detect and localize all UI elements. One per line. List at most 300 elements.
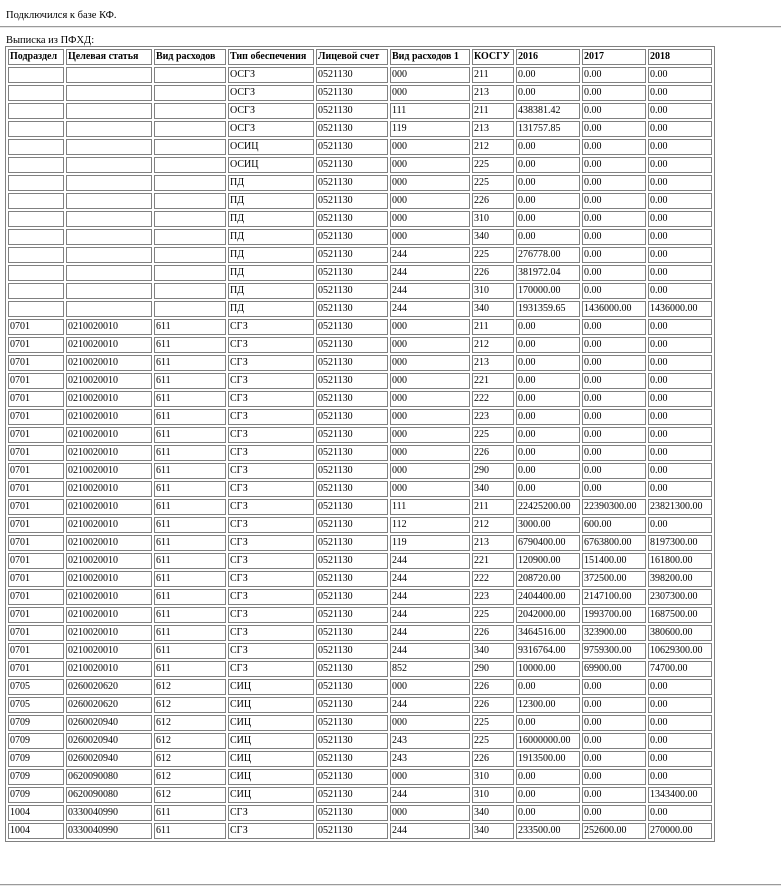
- table-cell: 310: [472, 787, 514, 803]
- table-cell: 372500.00: [582, 571, 646, 587]
- table-caption: Выписка из ПФХД:: [6, 35, 95, 46]
- table-row: [8, 661, 712, 677]
- table-cell: 0620090080: [66, 769, 152, 785]
- table-cell: 0210020010: [66, 499, 152, 515]
- table-row: [8, 283, 712, 299]
- table-cell: 270000.00: [648, 823, 712, 839]
- table-cell: 1931359.65: [516, 301, 580, 317]
- table-cell: [8, 103, 64, 119]
- table-cell: 212: [472, 517, 514, 533]
- table-cell: 0521130: [316, 85, 388, 101]
- table-cell: 0521130: [316, 121, 388, 137]
- table-cell: 2042000.00: [516, 607, 580, 623]
- table-cell: 222: [472, 391, 514, 407]
- table-cell: 0.00: [516, 193, 580, 209]
- table-cell: [66, 301, 152, 317]
- table-cell: 0210020010: [66, 589, 152, 605]
- table-cell: 0210020010: [66, 571, 152, 587]
- table-cell: [154, 229, 226, 245]
- table-cell: СГЗ: [228, 625, 314, 641]
- table-row: [8, 391, 712, 407]
- table-cell: 0521130: [316, 679, 388, 695]
- table-cell: 9316764.00: [516, 643, 580, 659]
- table-cell: 0521130: [316, 823, 388, 839]
- table-cell: 0260020620: [66, 697, 152, 713]
- table-cell: 611: [154, 463, 226, 479]
- table-cell: 0.00: [516, 337, 580, 353]
- table-row: [8, 535, 712, 551]
- table-cell: 0.00: [582, 247, 646, 263]
- table-cell: 611: [154, 481, 226, 497]
- table-cell: [8, 247, 64, 263]
- table-cell: 0.00: [516, 67, 580, 83]
- table-cell: 0521130: [316, 373, 388, 389]
- table-row: [8, 229, 712, 245]
- table-cell: 0521130: [316, 463, 388, 479]
- table-cell: 244: [390, 247, 470, 263]
- table-cell: [154, 211, 226, 227]
- table-cell: 8197300.00: [648, 535, 712, 551]
- col-header-podrazdel: Подраздел: [8, 49, 64, 65]
- table-cell: 000: [390, 391, 470, 407]
- table-cell: 000: [390, 67, 470, 83]
- table-cell: СГЗ: [228, 337, 314, 353]
- table-cell: [66, 247, 152, 263]
- table-row: [8, 805, 712, 821]
- table-cell: 131757.85: [516, 121, 580, 137]
- table-cell: 0521130: [316, 733, 388, 749]
- table-cell: СГЗ: [228, 409, 314, 425]
- table-cell: 0210020010: [66, 661, 152, 677]
- table-cell: [154, 265, 226, 281]
- table-cell: 0210020010: [66, 553, 152, 569]
- table-cell: 244: [390, 589, 470, 605]
- table-cell: СИЦ: [228, 697, 314, 713]
- table-cell: 0210020010: [66, 625, 152, 641]
- table-cell: ПД: [228, 229, 314, 245]
- table-cell: 611: [154, 373, 226, 389]
- table-cell: 226: [472, 265, 514, 281]
- table-cell: 0521130: [316, 697, 388, 713]
- table-cell: 611: [154, 499, 226, 515]
- table-cell: СГЗ: [228, 445, 314, 461]
- table-cell: 000: [390, 319, 470, 335]
- table-cell: 244: [390, 697, 470, 713]
- table-cell: 0.00: [648, 697, 712, 713]
- table-row: [8, 823, 712, 839]
- header-row: [8, 49, 712, 65]
- table-cell: 0.00: [648, 373, 712, 389]
- table-cell: 0.00: [516, 139, 580, 155]
- table-row: [8, 445, 712, 461]
- table-row: [8, 607, 712, 623]
- table-cell: 1913500.00: [516, 751, 580, 767]
- table-cell: 0.00: [516, 391, 580, 407]
- table-cell: 0521130: [316, 409, 388, 425]
- table-cell: 0.00: [582, 337, 646, 353]
- table-cell: 0210020010: [66, 355, 152, 371]
- table-cell: [66, 85, 152, 101]
- table-cell: [66, 193, 152, 209]
- table-cell: 0701: [8, 373, 64, 389]
- table-cell: 000: [390, 157, 470, 173]
- table-cell: 0.00: [582, 265, 646, 281]
- table-cell: 120900.00: [516, 553, 580, 569]
- table-cell: 000: [390, 445, 470, 461]
- table-cell: 0701: [8, 589, 64, 605]
- table-cell: 0521130: [316, 517, 388, 533]
- table-row: [8, 337, 712, 353]
- table-cell: 244: [390, 643, 470, 659]
- table-cell: 0.00: [648, 337, 712, 353]
- table-cell: 22390300.00: [582, 499, 646, 515]
- table-cell: 213: [472, 85, 514, 101]
- table-row: [8, 553, 712, 569]
- table-cell: 0260020940: [66, 733, 152, 749]
- table-cell: 225: [472, 427, 514, 443]
- table-cell: 252600.00: [582, 823, 646, 839]
- table-cell: ОСИЦ: [228, 139, 314, 155]
- table-cell: [154, 193, 226, 209]
- table-cell: 0210020010: [66, 319, 152, 335]
- table-cell: 1687500.00: [648, 607, 712, 623]
- table-cell: [154, 301, 226, 317]
- table-cell: [8, 121, 64, 137]
- table-cell: 244: [390, 823, 470, 839]
- table-cell: 0.00: [516, 679, 580, 695]
- table-cell: 1436000.00: [582, 301, 646, 317]
- table-cell: 381972.04: [516, 265, 580, 281]
- table-cell: [66, 67, 152, 83]
- table-cell: 0210020010: [66, 373, 152, 389]
- table-cell: 211: [472, 499, 514, 515]
- table-cell: СГЗ: [228, 355, 314, 371]
- table-cell: 612: [154, 697, 226, 713]
- table-cell: 226: [472, 193, 514, 209]
- table-cell: СГЗ: [228, 643, 314, 659]
- table-cell: 611: [154, 643, 226, 659]
- table-cell: 244: [390, 283, 470, 299]
- table-cell: 0.00: [648, 247, 712, 263]
- table-cell: 0701: [8, 427, 64, 443]
- table-cell: 340: [472, 823, 514, 839]
- table-cell: 213: [472, 121, 514, 137]
- table-row: [8, 301, 712, 317]
- table-cell: 243: [390, 751, 470, 767]
- table-cell: 340: [472, 301, 514, 317]
- table-cell: 0521130: [316, 139, 388, 155]
- table-cell: [66, 211, 152, 227]
- table-cell: 0.00: [648, 715, 712, 731]
- table-cell: 0210020010: [66, 391, 152, 407]
- table-cell: 0701: [8, 553, 64, 569]
- table-cell: 000: [390, 409, 470, 425]
- table-cell: 000: [390, 373, 470, 389]
- table-cell: [154, 103, 226, 119]
- table-cell: СГЗ: [228, 319, 314, 335]
- table-row: [8, 67, 712, 83]
- table-cell: 2404400.00: [516, 589, 580, 605]
- table-cell: 611: [154, 355, 226, 371]
- table-cell: 0.00: [582, 157, 646, 173]
- table-cell: 111: [390, 103, 470, 119]
- table-cell: 225: [472, 607, 514, 623]
- table-cell: 0.00: [582, 391, 646, 407]
- table-cell: 0.00: [516, 715, 580, 731]
- table-cell: 226: [472, 697, 514, 713]
- table-cell: 0.00: [648, 157, 712, 173]
- table-cell: 226: [472, 445, 514, 461]
- table-cell: 0.00: [582, 175, 646, 191]
- table-cell: 0701: [8, 481, 64, 497]
- table-cell: 0.00: [582, 85, 646, 101]
- table-row: [8, 571, 712, 587]
- table-cell: СГЗ: [228, 481, 314, 497]
- table-cell: [66, 103, 152, 119]
- table-cell: ОСГЗ: [228, 67, 314, 83]
- table-cell: [8, 301, 64, 317]
- table-cell: 600.00: [582, 517, 646, 533]
- table-cell: 0.00: [648, 481, 712, 497]
- table-cell: [154, 139, 226, 155]
- table-cell: СГЗ: [228, 805, 314, 821]
- table-cell: 0.00: [582, 679, 646, 695]
- pfhd-table: [5, 46, 715, 842]
- table-row: [8, 175, 712, 191]
- table-cell: 611: [154, 553, 226, 569]
- table-cell: ПД: [228, 193, 314, 209]
- table-cell: 0521130: [316, 175, 388, 191]
- table-cell: 0.00: [516, 373, 580, 389]
- table-cell: 340: [472, 805, 514, 821]
- table-cell: 0521130: [316, 67, 388, 83]
- table-cell: 000: [390, 805, 470, 821]
- table-cell: 0521130: [316, 247, 388, 263]
- table-cell: 0521130: [316, 607, 388, 623]
- col-header-2016: 2016: [516, 49, 580, 65]
- table-row: [8, 589, 712, 605]
- table-cell: [8, 175, 64, 191]
- table-cell: 0521130: [316, 787, 388, 803]
- table-cell: 0705: [8, 697, 64, 713]
- table-cell: 0.00: [582, 733, 646, 749]
- table-cell: СГЗ: [228, 535, 314, 551]
- table-cell: 0521130: [316, 571, 388, 587]
- table-cell: 0521130: [316, 211, 388, 227]
- table-row: [8, 787, 712, 803]
- table-cell: 226: [472, 625, 514, 641]
- table-cell: 0.00: [648, 211, 712, 227]
- table-cell: СГЗ: [228, 463, 314, 479]
- table-cell: 1436000.00: [648, 301, 712, 317]
- table-cell: 0521130: [316, 391, 388, 407]
- table-cell: 111: [390, 499, 470, 515]
- table-cell: 0.00: [516, 787, 580, 803]
- table-row: [8, 319, 712, 335]
- table-cell: 611: [154, 823, 226, 839]
- table-cell: 151400.00: [582, 553, 646, 569]
- table-cell: 3464516.00: [516, 625, 580, 641]
- table-cell: 0.00: [516, 463, 580, 479]
- table-cell: СГЗ: [228, 391, 314, 407]
- table-cell: 0.00: [648, 733, 712, 749]
- table-cell: 12300.00: [516, 697, 580, 713]
- table-cell: 0701: [8, 445, 64, 461]
- table-cell: 0.00: [648, 751, 712, 767]
- table-cell: 0701: [8, 643, 64, 659]
- table-cell: 612: [154, 733, 226, 749]
- table-cell: 212: [472, 139, 514, 155]
- table-cell: 611: [154, 805, 226, 821]
- table-cell: [8, 193, 64, 209]
- table-cell: 0.00: [648, 85, 712, 101]
- table-cell: 0210020010: [66, 337, 152, 353]
- table-cell: 276778.00: [516, 247, 580, 263]
- table-cell: 611: [154, 535, 226, 551]
- table-cell: 000: [390, 229, 470, 245]
- table-cell: [8, 265, 64, 281]
- table-cell: 244: [390, 625, 470, 641]
- table-cell: 0521130: [316, 643, 388, 659]
- table-cell: СГЗ: [228, 499, 314, 515]
- divider-bottom: [0, 884, 781, 886]
- table-cell: 0.00: [516, 175, 580, 191]
- table-cell: 0701: [8, 463, 64, 479]
- table-row: [8, 193, 712, 209]
- table-cell: 112: [390, 517, 470, 533]
- table-cell: 0521130: [316, 535, 388, 551]
- table-cell: 0.00: [648, 319, 712, 335]
- table-cell: 0.00: [516, 211, 580, 227]
- table-cell: 170000.00: [516, 283, 580, 299]
- table-cell: 0.00: [648, 769, 712, 785]
- table-cell: 000: [390, 211, 470, 227]
- table-cell: СИЦ: [228, 715, 314, 731]
- table-cell: 0701: [8, 607, 64, 623]
- table-cell: 0.00: [582, 139, 646, 155]
- table-cell: 223: [472, 589, 514, 605]
- table-cell: 0.00: [648, 229, 712, 245]
- table-cell: 0.00: [582, 715, 646, 731]
- table-cell: 000: [390, 193, 470, 209]
- table-cell: 611: [154, 445, 226, 461]
- table-cell: [154, 85, 226, 101]
- table-cell: 0701: [8, 499, 64, 515]
- table-cell: ПД: [228, 247, 314, 263]
- table-cell: 0521130: [316, 103, 388, 119]
- table-cell: 0521130: [316, 301, 388, 317]
- col-header-kosgu: КОСГУ: [472, 49, 514, 65]
- table-cell: 0.00: [648, 445, 712, 461]
- table-cell: 000: [390, 769, 470, 785]
- table-cell: СГЗ: [228, 589, 314, 605]
- table-row: [8, 157, 712, 173]
- table-row: [8, 355, 712, 371]
- table-cell: 0709: [8, 751, 64, 767]
- col-header-provision-type: Тип обеспечения: [228, 49, 314, 65]
- table-cell: 380600.00: [648, 625, 712, 641]
- table-cell: 244: [390, 553, 470, 569]
- table-cell: 0521130: [316, 193, 388, 209]
- table-cell: 0.00: [582, 697, 646, 713]
- table-cell: 0210020010: [66, 481, 152, 497]
- table-cell: 0.00: [648, 139, 712, 155]
- table-row: [8, 121, 712, 137]
- table-cell: ПД: [228, 175, 314, 191]
- table-cell: 852: [390, 661, 470, 677]
- table-row: [8, 85, 712, 101]
- table-row: [8, 103, 712, 119]
- table-cell: 119: [390, 121, 470, 137]
- table-cell: 611: [154, 517, 226, 533]
- table-cell: 23821300.00: [648, 499, 712, 515]
- table-row: [8, 697, 712, 713]
- table-cell: 0.00: [648, 517, 712, 533]
- table-cell: 0.00: [582, 355, 646, 371]
- table-cell: СГЗ: [228, 373, 314, 389]
- table-cell: 0.00: [582, 427, 646, 443]
- table-cell: 6790400.00: [516, 535, 580, 551]
- table-cell: 0521130: [316, 769, 388, 785]
- col-header-expense-type: Вид расходов: [154, 49, 226, 65]
- table-cell: 0.00: [516, 481, 580, 497]
- table-cell: 0.00: [516, 427, 580, 443]
- table-cell: 0521130: [316, 157, 388, 173]
- table-cell: 211: [472, 319, 514, 335]
- table-cell: 0260020940: [66, 751, 152, 767]
- table-cell: 3000.00: [516, 517, 580, 533]
- table-row: [8, 679, 712, 695]
- col-header-2018: 2018: [648, 49, 712, 65]
- table-cell: ПД: [228, 301, 314, 317]
- table-cell: 612: [154, 769, 226, 785]
- table-cell: 0210020010: [66, 607, 152, 623]
- table-cell: 0.00: [582, 751, 646, 767]
- table-cell: 611: [154, 661, 226, 677]
- table-row: [8, 733, 712, 749]
- table-cell: [8, 139, 64, 155]
- divider-top: [0, 26, 781, 28]
- table-cell: ОСГЗ: [228, 121, 314, 137]
- table-cell: 000: [390, 337, 470, 353]
- table-cell: 0330040990: [66, 805, 152, 821]
- col-header-account: Лицевой счет: [316, 49, 388, 65]
- table-cell: 0.00: [648, 805, 712, 821]
- table-cell: 0620090080: [66, 787, 152, 803]
- table-cell: 244: [390, 787, 470, 803]
- table-cell: 000: [390, 463, 470, 479]
- table-cell: 1993700.00: [582, 607, 646, 623]
- table-cell: 0.00: [582, 445, 646, 461]
- table-cell: 0.00: [516, 805, 580, 821]
- table-row: [8, 265, 712, 281]
- table-cell: 225: [472, 715, 514, 731]
- table-cell: 211: [472, 103, 514, 119]
- table-cell: 0.00: [516, 229, 580, 245]
- table-cell: 0.00: [516, 319, 580, 335]
- table-cell: 0.00: [648, 283, 712, 299]
- table-cell: [154, 121, 226, 137]
- table-cell: 0701: [8, 409, 64, 425]
- table-cell: 000: [390, 679, 470, 695]
- table-cell: 000: [390, 139, 470, 155]
- table-cell: 119: [390, 535, 470, 551]
- table-cell: 0.00: [582, 67, 646, 83]
- table-cell: 0.00: [648, 679, 712, 695]
- table-cell: 0.00: [516, 445, 580, 461]
- table-cell: 6763800.00: [582, 535, 646, 551]
- table-row: [8, 247, 712, 263]
